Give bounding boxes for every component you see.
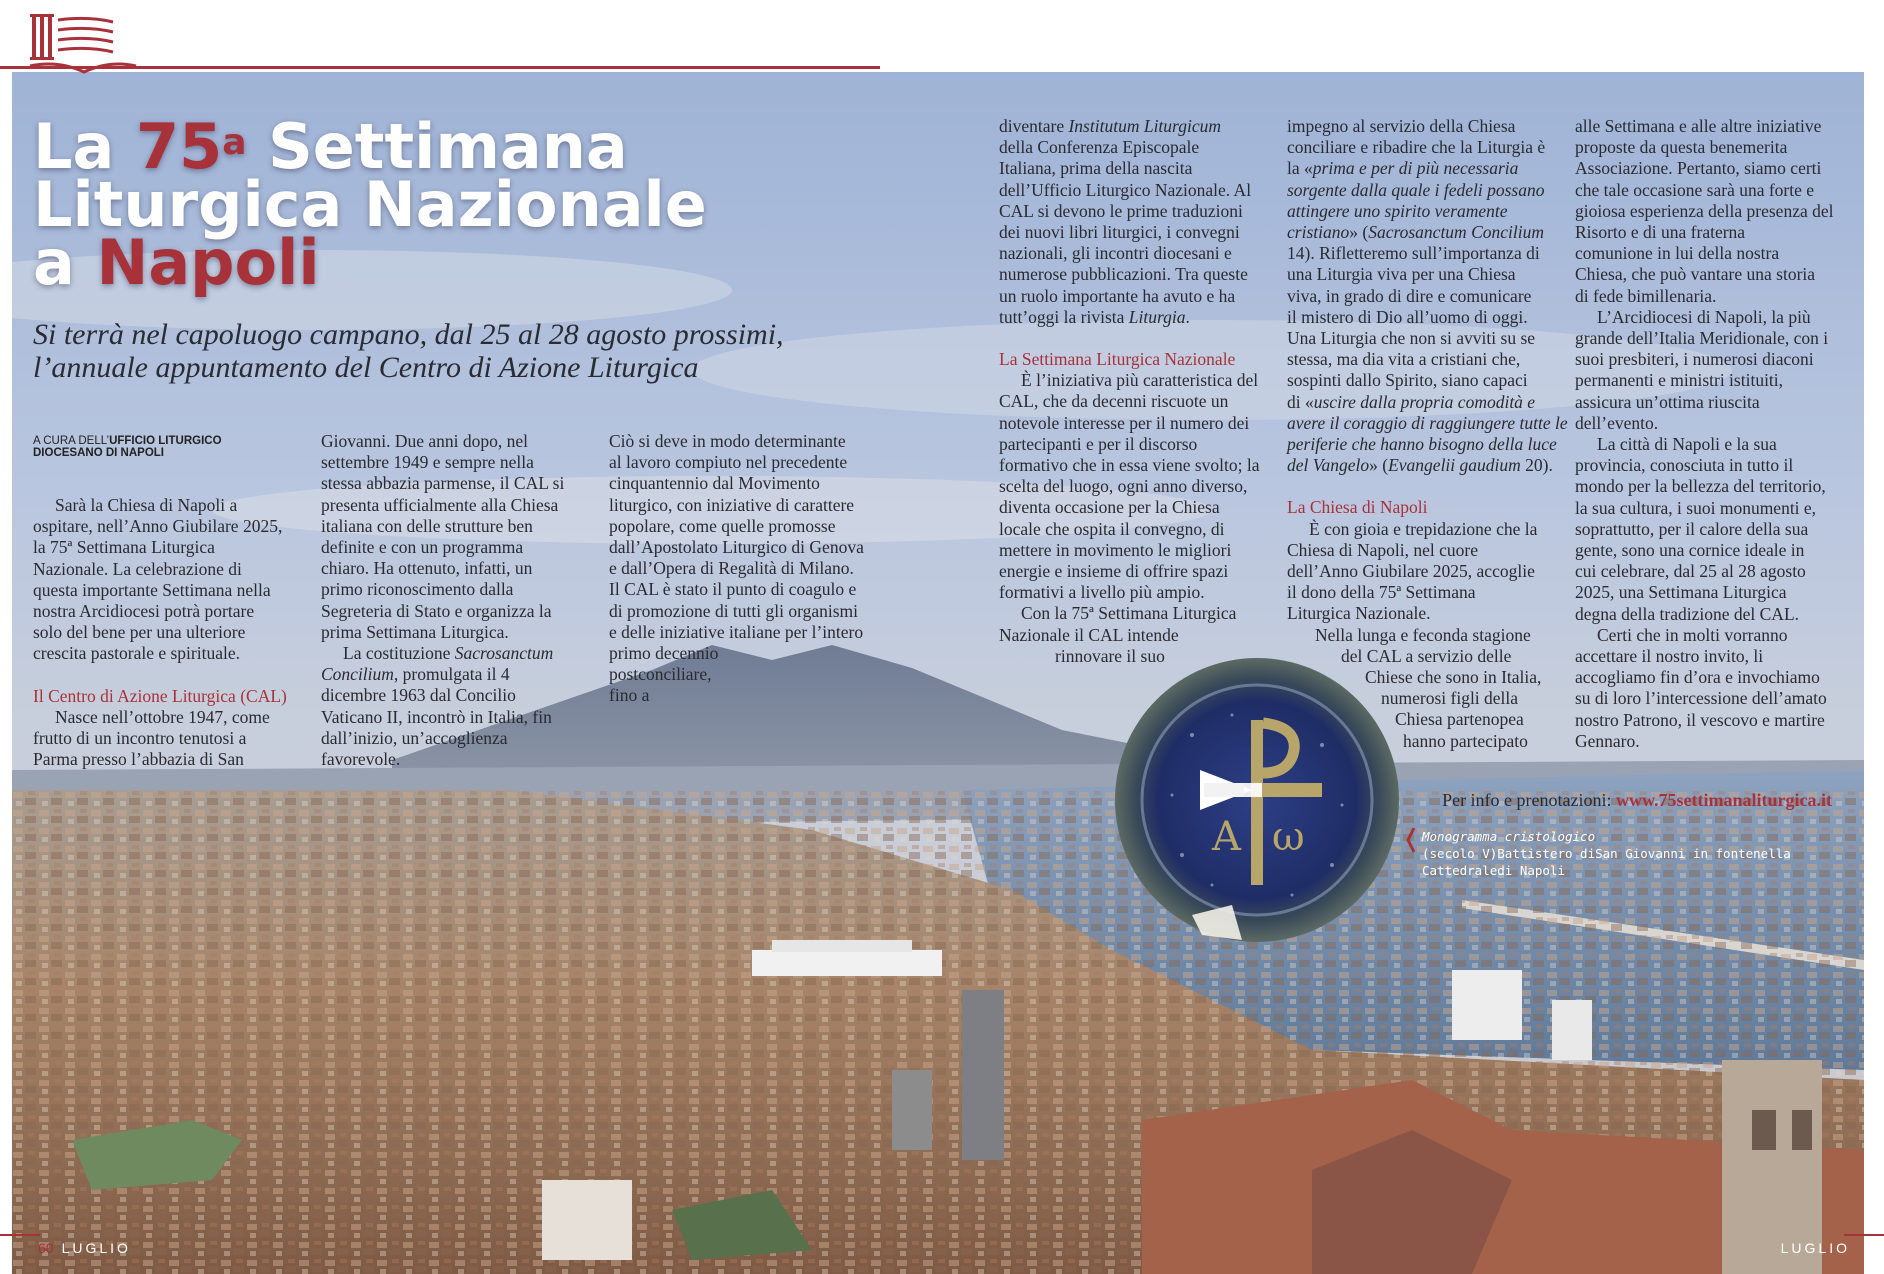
text-line: Associazione. Pertanto, siamo certi	[1575, 158, 1822, 179]
text-line: Battistero di	[1497, 846, 1596, 861]
text-line: dell’Ufficio Liturgico Nazionale. Al	[999, 179, 1252, 200]
text-line: diventa occasione per la Chiesa	[999, 497, 1220, 518]
headline-line3	[33, 226, 320, 299]
spacer	[999, 328, 1279, 349]
text-line: Certi che in molti vorranno	[1597, 624, 1788, 645]
text-line: sospinti dallo Spirito, siano capaci	[1287, 370, 1528, 391]
text: tutt’oggi la rivista	[999, 306, 1129, 327]
section-heading: Il Centro di Azione Liturgica (CAL)	[33, 685, 287, 706]
text-line: CAL, che da decenni riscuote un	[999, 391, 1229, 412]
text-line: nazionali, gli incontri diocesani e	[999, 243, 1232, 264]
text-line: Il CAL è stato il punto di coagulo e	[609, 579, 857, 600]
text-line: cui celebrare, dal 25 al 28 agosto	[1575, 561, 1806, 582]
text-line: energie e insieme di offrire spazi	[999, 561, 1229, 582]
text-line: dicembre 1963 dal Concilio	[321, 685, 516, 706]
text-line: di promozione di tutti gli organismi	[609, 600, 859, 621]
col5-body	[1287, 243, 1572, 391]
text-line: definite e con un programma	[321, 537, 524, 558]
text-line: Ciò si deve in modo determinante	[609, 431, 846, 451]
spacer	[33, 665, 303, 686]
subtitle-line: l’annuale appuntamento del Centro di Azione Liturgica	[33, 351, 699, 384]
footer-month: LUGLIO	[61, 1240, 131, 1256]
text-line: mettere in movimento le migliori	[999, 539, 1232, 560]
text-line: assicura un’ottima riuscita	[1575, 391, 1760, 412]
col6-body	[1575, 434, 1865, 625]
text-line: su di loro l’intercessione dell’amato	[1575, 688, 1827, 709]
article-headline	[33, 110, 707, 299]
italic-quote: periferie che hanno bisogno della luce	[1287, 434, 1557, 455]
italic-quote: del Vangelo	[1287, 455, 1370, 476]
headline-number-value: 75	[135, 110, 223, 183]
headline-line2: Liturgica Nazionale	[33, 168, 707, 241]
col6-body	[1575, 307, 1865, 434]
text: , promulgata il 4	[393, 664, 510, 685]
text-line: Nazionale il CAL intende	[999, 624, 1179, 645]
caption-lines	[1422, 845, 1884, 879]
col6-body	[1575, 116, 1865, 307]
text-line: partecipanti e per il discorso	[999, 433, 1198, 454]
text-line: permanenti e ministri istituiti,	[1575, 370, 1784, 391]
text-line: italiana con delle strutture ben	[321, 515, 533, 536]
col1-intro	[33, 495, 303, 665]
col5-body	[1287, 116, 1572, 158]
text-line: la 75ª Settimana Liturgica	[33, 537, 215, 558]
col5-line	[1287, 455, 1572, 476]
text-line: di fede bimillenaria.	[1575, 285, 1717, 306]
text-line: comunione in lui della nostra	[1575, 243, 1780, 264]
text-line: Vaticano II, incontrò in Italia, fin	[321, 706, 552, 727]
text-line: CAL si devono le prime traduzioni	[999, 200, 1243, 221]
text-line: accettare il nostro invito, li	[1575, 646, 1764, 667]
text-line: del CAL a servizio delle	[1341, 645, 1512, 666]
text-line: Segreteria di Stato e organizza la	[321, 600, 552, 621]
text-line: primo decennio	[609, 643, 719, 664]
text-line: 14). Rifletteremo sull’importanza di	[1287, 243, 1540, 264]
page-number: 60	[38, 1240, 54, 1256]
text: » (	[1369, 455, 1389, 476]
text-line: prima Settimana Liturgica.	[321, 621, 509, 642]
italic-quote: uscire dalla propria comodità e	[1313, 391, 1536, 412]
text-line: primo riconoscimento dalla	[321, 579, 514, 600]
text-line: numerose pubblicazioni. Tra queste	[999, 264, 1248, 285]
text-line: Con la 75ª Settimana Liturgica	[1021, 603, 1237, 624]
text-line: liturgico, con iniziative di carattere	[609, 494, 855, 515]
text-line: frutto di un incontro tenutosi a	[33, 728, 247, 749]
text-line: San Giovanni in fonte	[1595, 846, 1754, 861]
text-line: questa importante Settimana nella	[33, 579, 271, 600]
column-3	[609, 431, 899, 707]
text-line: La città di Napoli e la sua	[1597, 434, 1777, 455]
column-1	[33, 495, 303, 770]
col5-line	[1287, 222, 1572, 243]
byline-prefix: A CURA DELL’	[33, 435, 110, 447]
italic-title: Sacrosanctum	[454, 643, 554, 664]
text-line: nella Cattedrale	[1422, 846, 1791, 878]
text-line: al lavoro compiuto nel precedente	[609, 452, 848, 473]
col5-line	[1287, 180, 1572, 201]
text-line: formativi a livello più ampio.	[999, 582, 1205, 603]
text: » (	[1349, 222, 1369, 243]
italic-quote: avere il coraggio di raggiungere tutte le	[1287, 412, 1568, 433]
text-line: Italiana, prima della nascita	[999, 158, 1193, 179]
text-line: Liturgica Nazionale.	[1287, 603, 1431, 624]
footer-right	[1781, 1240, 1850, 1256]
text-line: e dall’Opera di Regalità di Milano.	[609, 558, 854, 579]
text-line: Risorto e di una fraterna	[1575, 222, 1746, 243]
section-heading: La Chiesa di Napoli	[1287, 497, 1428, 518]
text-line: scelta del luogo, ogni anno diverso,	[999, 476, 1248, 497]
italic-quote: prima e per di più necessaria	[1312, 158, 1519, 179]
spacer	[1287, 476, 1572, 497]
text-line: L’Arcidiocesi di Napoli, la più	[1597, 306, 1811, 327]
text-line: Sarà la Chiesa di Napoli a	[55, 495, 238, 515]
headline-city: Napoli	[96, 226, 320, 299]
article-byline	[33, 435, 222, 459]
text-line: numerosi figli della	[1381, 688, 1519, 709]
text-line: e delle iniziative italiane per l’intero	[609, 621, 864, 642]
text-line: Parma presso l’abbazia di San	[33, 749, 244, 770]
col4-body	[999, 137, 1279, 307]
italic-quote: attingere uno spirito veramente	[1287, 200, 1508, 221]
text-line: Nella lunga e feconda stagione	[1315, 624, 1531, 645]
text-line: degna della tradizione del CAL.	[1575, 603, 1800, 624]
photo-caption	[1422, 828, 1884, 879]
col4-line	[999, 307, 1279, 328]
text-line: proposte da questa benemerita	[1575, 137, 1788, 158]
text: .	[1185, 306, 1190, 327]
text-line: Chiese che sono in Italia,	[1365, 667, 1542, 688]
text-line: (secolo V)	[1422, 846, 1498, 861]
text-line: Nazionale. La celebrazione di	[33, 558, 242, 579]
text-line: stessa, ma dia vita a cristiani che,	[1287, 349, 1521, 370]
text-line: fino a	[609, 685, 650, 706]
byline-author: DIOCESANO DI NAPOLI	[33, 447, 164, 459]
text-line: di Napoli	[1497, 863, 1565, 878]
text: La costituzione	[343, 643, 455, 664]
text-line: popolare, come quelle promosse	[609, 515, 836, 536]
text-line: alle Settimana e alle altre iniziative	[1575, 116, 1822, 136]
text-line: formativo che in essa viene svolto; la	[999, 455, 1260, 476]
text-line: rinnovare il suo	[1055, 645, 1165, 666]
text-line: nostra Arcidiocesi potrà portare	[33, 601, 255, 622]
text-line: 2025, una Settimana Liturgica	[1575, 582, 1787, 603]
text-line: dei nuovi libri liturgici, i convegni	[999, 222, 1240, 243]
article-subtitle	[33, 318, 873, 384]
text-line: il mistero di Dio all’uomo di oggi.	[1287, 306, 1528, 327]
col1-body	[33, 707, 303, 771]
headline-text: Settimana	[246, 110, 628, 183]
byline-author: UFFICIO LITURGICO	[109, 435, 222, 447]
text-line: crescita pastorale e spirituale.	[33, 643, 240, 664]
text-line: stessa abbazia parmense, il CAL si	[321, 473, 565, 494]
text-line: la sua cultura, i suoi monumenti e,	[1575, 497, 1817, 518]
text-line: ospitare, nell’Anno Giubilare 2025,	[33, 516, 283, 537]
text-line: chiaro. Ha ottenuto, infatti, un	[321, 558, 533, 579]
text-line: Giovanni. Due anni dopo, nel	[321, 431, 529, 451]
text-line: soprattutto, per il calore della sua	[1575, 518, 1809, 539]
column-4	[999, 116, 1279, 667]
text-line: cinquantennio dal Movimento	[609, 473, 820, 494]
text-line: un ruolo importante ha avuto e ha	[999, 285, 1236, 306]
caption-arrow-icon	[1406, 828, 1416, 858]
footer-rule	[0, 1234, 40, 1236]
headline-ordinal: a	[222, 122, 247, 163]
col2-body	[321, 685, 601, 770]
caption-line: cristologico	[1504, 829, 1596, 844]
section-heading: La Settimana Liturgica Nazionale	[999, 349, 1236, 370]
text-line: gioiosa esperienza della presenza del	[1575, 200, 1834, 221]
footer-rule	[1844, 1234, 1884, 1236]
text-line: dall’Apostolato Liturgico di Genova	[609, 537, 864, 558]
col5-line	[1287, 413, 1572, 434]
italic-quote: sorgente dalla quale i fedeli possano	[1287, 179, 1545, 200]
subtitle-line: Si terrà nel capoluogo campano, dal 25 al 28 agosto prossimi,	[33, 318, 784, 351]
text-line: solo del bene per una ulteriore	[33, 622, 246, 643]
text-line: Gennaro.	[1575, 730, 1640, 751]
text: diventare	[999, 116, 1069, 136]
text-line: favorevole.	[321, 749, 401, 770]
text-line: notevole interesse per il numero dei	[999, 412, 1250, 433]
caption-line: Monogramma	[1422, 829, 1498, 844]
text-line: nostro Patrono, il vescovo e martire	[1575, 709, 1825, 730]
text-line: dall’inizio, un’accoglienza	[321, 727, 508, 748]
col5-line	[1287, 158, 1572, 179]
text-line: che tale occasione sarà una forte e	[1575, 179, 1815, 200]
text: 20).	[1520, 455, 1553, 476]
text-line: della Conferenza Episcopale	[999, 137, 1200, 158]
col5-line	[1287, 434, 1572, 455]
text-line: una Liturgia viva per una Chiesa	[1287, 264, 1516, 285]
col2-line	[321, 664, 601, 685]
text-line: dell’Anno Giubilare 2025, accoglie	[1287, 561, 1535, 582]
col3-body	[609, 431, 899, 707]
text-line: Una Liturgia che non si avviti su se	[1287, 328, 1536, 349]
christogram-medallion	[1112, 655, 1402, 945]
text-line: provincia, conosciuta in tutto il	[1575, 455, 1794, 476]
col2-line	[321, 643, 601, 664]
alpha-letter: A	[1212, 814, 1241, 860]
italic-title: Liturgia	[1128, 306, 1186, 327]
text-line: dell’evento.	[1575, 412, 1659, 433]
col2-body	[321, 431, 601, 643]
text-line: È con gioia e trepidazione che la	[1309, 518, 1538, 539]
headline-text: La	[33, 110, 136, 183]
text-line: Chiesa, che può vantare una storia	[1575, 264, 1816, 285]
text-line: hanno partecipato	[1403, 730, 1528, 751]
italic-title: Institutum Liturgicum	[1068, 116, 1221, 136]
col5-body	[1287, 519, 1572, 625]
text-line: Nasce nell’ottobre 1947, come	[55, 706, 270, 727]
text-line: suoi presbiteri, i numerosi diaconi	[1575, 349, 1814, 370]
col4-line	[999, 116, 1279, 137]
text-line: grande dell’Italia Meridionale, con i	[1575, 328, 1829, 349]
text: la «	[1287, 158, 1313, 179]
col5-line	[1287, 201, 1572, 222]
text-line: il dono della 75ª Settimana	[1287, 582, 1476, 603]
text-line: È l’iniziativa più caratteristica del	[1021, 370, 1259, 391]
omega-letter: ω	[1272, 814, 1305, 860]
italic-title: Evangelii gaudium	[1388, 455, 1521, 476]
column-6	[1575, 116, 1865, 752]
text-line: gente, sono una cornice ideale in	[1575, 540, 1805, 561]
text-line: Chiesa partenopea	[1395, 709, 1524, 730]
column-2	[321, 431, 601, 770]
text-line: postconciliare,	[609, 664, 712, 685]
text: di «	[1287, 391, 1314, 412]
italic-title: Concilium	[321, 664, 394, 685]
col6-body	[1575, 625, 1865, 752]
headline-text: a	[33, 226, 97, 299]
text-line: presenta ufficialmente alla Chiesa	[321, 494, 559, 515]
footer-month: LUGLIO	[1780, 1240, 1850, 1256]
text-line: Chiesa di Napoli, nel cuore	[1287, 539, 1478, 560]
text-line: impegno al servizio della Chiesa	[1287, 116, 1516, 136]
footer-left	[38, 1240, 131, 1256]
col4-body	[999, 370, 1279, 603]
text-line: conciliare e ribadire che la Liturgia è	[1287, 137, 1546, 158]
text-line: viva, in grado di dire e comunicare	[1287, 285, 1532, 306]
italic-quote: cristiano	[1287, 222, 1350, 243]
col5-line	[1287, 392, 1572, 413]
italic-title: Sacrosanctum Concilium	[1368, 222, 1544, 243]
text-line: locale che ospita il convegno, di	[999, 518, 1225, 539]
text-line: mondo per la bellezza del territorio,	[1575, 476, 1826, 497]
text-line: settembre 1949 e sempre nella	[321, 452, 534, 473]
text-line: accogliamo fin d’ora e invochiamo	[1575, 667, 1820, 688]
info-label: Per info e prenotazioni:	[1442, 790, 1612, 810]
info-box	[1442, 789, 1832, 811]
info-website-link[interactable]: www.75settimanaliturgica.it	[1616, 790, 1832, 810]
